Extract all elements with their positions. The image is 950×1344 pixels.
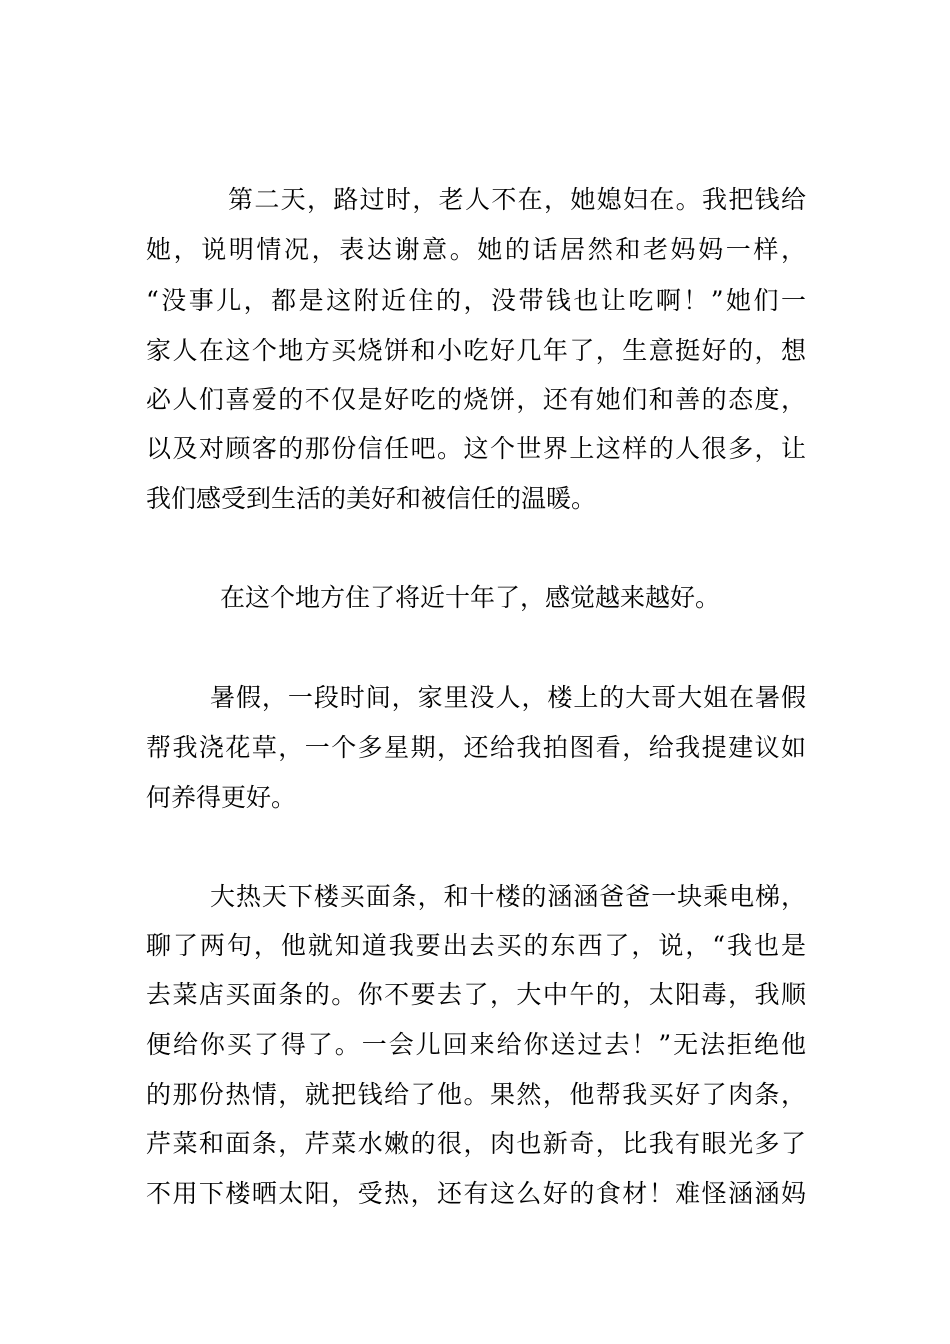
paragraph-1-line-4: 家人在这个地方买烧饼和小吃好几年了，生意挺好的，想	[146, 336, 806, 365]
paragraph-1-line-6: 以及对顾客的那份信任吧。这个世界上这样的人很多，让	[146, 434, 806, 463]
paragraph-1-line-1: 第二天，路过时，老人不在，她媳妇在。我把钱给	[228, 185, 806, 214]
paragraph-3-line-1: 暑假，一段时间，家里没人，楼上的大哥大姐在暑假	[210, 683, 806, 712]
paragraph-1-line-3: “没事儿，都是这附近住的，没带钱也让吃啊！”她们一	[146, 286, 806, 315]
paragraph-4-line-2: 聊了两句，他就知道我要出去买的东西了，说，“我也是	[146, 931, 806, 960]
paragraph-4-line-7: 不用下楼晒太阳，受热，还有这么好的食材！难怪涵涵妈	[146, 1179, 806, 1208]
paragraph-3-line-3: 何养得更好。	[146, 783, 297, 812]
paragraph-4-line-5: 的那份热情，就把钱给了他。果然，他帮我买好了肉条，	[146, 1080, 806, 1109]
paragraph-3-line-2: 帮我浇花草，一个多星期，还给我拍图看，给我提建议如	[146, 733, 806, 762]
paragraph-4-line-6: 芹菜和面条，芹菜水嫩的很，肉也新奇，比我有眼光多了	[146, 1129, 806, 1158]
paragraph-4-line-4: 便给你买了得了。一会儿回来给你送过去！”无法拒绝他	[146, 1030, 806, 1059]
paragraph-2-line-1: 在这个地方住了将近十年了，感觉越来越好。	[220, 583, 721, 612]
paragraph-4-line-3: 去菜店买面条的。你不要去了，大中午的，太阳毒，我顺	[146, 980, 806, 1009]
paragraph-1-line-2: 她，说明情况，表达谢意。她的话居然和老妈妈一样，	[146, 235, 806, 264]
paragraph-4-line-1: 大热天下楼买面条，和十楼的涵涵爸爸一块乘电梯，	[210, 882, 806, 911]
paragraph-1-line-5: 必人们喜爱的不仅是好吃的烧饼，还有她们和善的态度，	[146, 385, 806, 414]
paragraph-1-line-7: 我们感受到生活的美好和被信任的温暖。	[146, 484, 597, 513]
